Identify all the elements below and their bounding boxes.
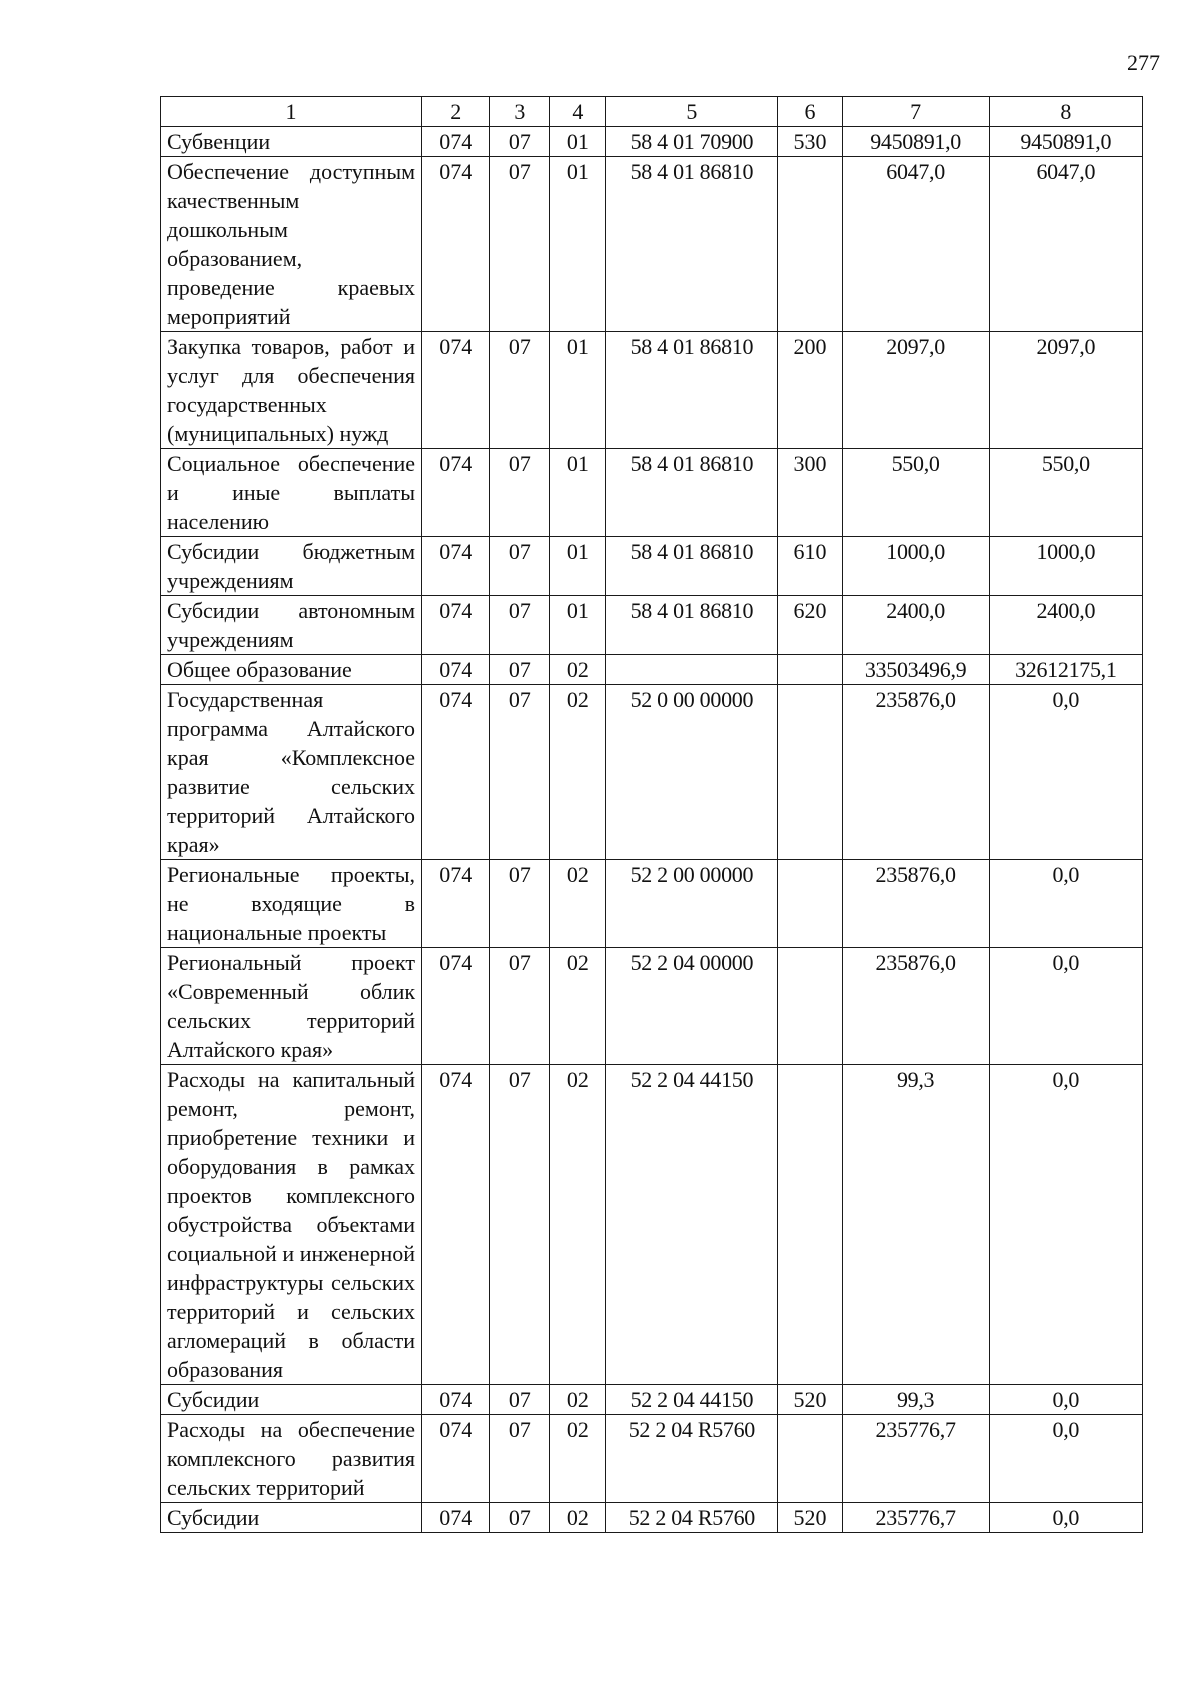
subsection-cell: 01	[550, 332, 606, 449]
amount-col7-cell: 235776,7	[842, 1415, 989, 1503]
section-cell: 07	[490, 127, 550, 157]
header-cell: 1	[161, 97, 422, 127]
amount-col7-cell: 2097,0	[842, 332, 989, 449]
amount-col8-cell: 0,0	[989, 860, 1142, 948]
amount-col7-cell: 99,3	[842, 1065, 989, 1385]
section-cell: 07	[490, 685, 550, 860]
subsection-cell: 02	[550, 1385, 606, 1415]
subsection-cell: 01	[550, 127, 606, 157]
amount-col7-cell: 99,3	[842, 1385, 989, 1415]
section-cell: 07	[490, 655, 550, 685]
ministry-code-cell: 074	[422, 685, 490, 860]
amount-col8-cell: 0,0	[989, 948, 1142, 1065]
subsection-cell: 01	[550, 157, 606, 332]
expense-type-cell: 300	[778, 449, 842, 537]
target-article-cell: 52 2 04 R5760	[606, 1415, 778, 1503]
table-row	[161, 332, 1143, 449]
amount-col8-cell: 0,0	[989, 685, 1142, 860]
amount-col8-cell: 0,0	[989, 1385, 1142, 1415]
item-name-cell: Субсидии	[161, 1503, 422, 1533]
expense-type-cell: 200	[778, 332, 842, 449]
expense-type-cell: 620	[778, 596, 842, 655]
amount-col7-cell: 9450891,0	[842, 127, 989, 157]
amount-col7-cell: 235876,0	[842, 948, 989, 1065]
section-cell: 07	[490, 157, 550, 332]
amount-col7-cell: 2400,0	[842, 596, 989, 655]
target-article-cell: 52 0 00 00000	[606, 685, 778, 860]
table-row	[161, 1415, 1143, 1503]
subsection-cell: 01	[550, 449, 606, 537]
ministry-code-cell: 074	[422, 1385, 490, 1415]
subsection-cell: 02	[550, 1503, 606, 1533]
target-article-cell: 58 4 01 70900	[606, 127, 778, 157]
table-row	[161, 1503, 1143, 1533]
amount-col7-cell: 235776,7	[842, 1503, 989, 1533]
amount-col8-cell: 0,0	[989, 1415, 1142, 1503]
section-cell: 07	[490, 860, 550, 948]
expense-type-cell	[778, 157, 842, 332]
section-cell: 07	[490, 1503, 550, 1533]
expense-type-cell	[778, 685, 842, 860]
item-name-cell: Субсидии бюджетным учреждениям	[161, 537, 422, 596]
table-header-row	[161, 97, 1143, 127]
header-cell: 8	[989, 97, 1142, 127]
table-row	[161, 157, 1143, 332]
section-cell: 07	[490, 449, 550, 537]
expense-type-cell	[778, 860, 842, 948]
item-name-cell: Региональные проекты, не входящие в национальные проекты	[161, 860, 422, 948]
amount-col7-cell: 235876,0	[842, 685, 989, 860]
expense-type-cell: 520	[778, 1503, 842, 1533]
subsection-cell: 02	[550, 948, 606, 1065]
expense-type-cell	[778, 1065, 842, 1385]
subsection-cell: 01	[550, 537, 606, 596]
amount-col7-cell: 550,0	[842, 449, 989, 537]
amount-col8-cell: 0,0	[989, 1503, 1142, 1533]
target-article-cell: 58 4 01 86810	[606, 449, 778, 537]
table-row	[161, 1385, 1143, 1415]
header-cell: 5	[606, 97, 778, 127]
item-name-cell: Расходы на капитальный ремонт, ремонт, приобретение техники и оборудования в рамках проектов комплексного обустройства объектами социальной и инженерной инфраструктуры сельских территорий и сельских агломераций в области образования	[161, 1065, 422, 1385]
table-row	[161, 596, 1143, 655]
table-row	[161, 127, 1143, 157]
item-name-cell: Расходы на обеспечение комплексного развития сельских территорий	[161, 1415, 422, 1503]
table-row	[161, 449, 1143, 537]
budget-table	[160, 96, 1143, 1533]
subsection-cell: 02	[550, 655, 606, 685]
ministry-code-cell: 074	[422, 127, 490, 157]
expense-type-cell	[778, 655, 842, 685]
ministry-code-cell: 074	[422, 948, 490, 1065]
item-name-cell: Социальное обеспечение и иные выплаты населению	[161, 449, 422, 537]
ministry-code-cell: 074	[422, 449, 490, 537]
item-name-cell: Региональный проект «Современный облик сельских территорий Алтайского края»	[161, 948, 422, 1065]
target-article-cell: 58 4 01 86810	[606, 537, 778, 596]
header-cell: 7	[842, 97, 989, 127]
item-name-cell: Субвенции	[161, 127, 422, 157]
expense-type-cell: 520	[778, 1385, 842, 1415]
section-cell: 07	[490, 1415, 550, 1503]
amount-col8-cell: 6047,0	[989, 157, 1142, 332]
header-cell: 3	[490, 97, 550, 127]
section-cell: 07	[490, 1385, 550, 1415]
amount-col8-cell: 0,0	[989, 1065, 1142, 1385]
item-name-cell: Государственная программа Алтайского края «Комплексное развитие сельских территорий Алтайского края»	[161, 685, 422, 860]
table-row	[161, 537, 1143, 596]
section-cell: 07	[490, 537, 550, 596]
target-article-cell: 52 2 04 44150	[606, 1065, 778, 1385]
table-row	[161, 685, 1143, 860]
table-row	[161, 655, 1143, 685]
item-name-cell: Общее образование	[161, 655, 422, 685]
target-article-cell: 58 4 01 86810	[606, 332, 778, 449]
expense-type-cell: 530	[778, 127, 842, 157]
subsection-cell: 02	[550, 1415, 606, 1503]
header-cell: 4	[550, 97, 606, 127]
header-cell: 2	[422, 97, 490, 127]
section-cell: 07	[490, 332, 550, 449]
amount-col7-cell: 1000,0	[842, 537, 989, 596]
subsection-cell: 02	[550, 860, 606, 948]
amount-col8-cell: 2400,0	[989, 596, 1142, 655]
expense-type-cell	[778, 948, 842, 1065]
ministry-code-cell: 074	[422, 596, 490, 655]
target-article-cell: 58 4 01 86810	[606, 596, 778, 655]
table-row	[161, 948, 1143, 1065]
target-article-cell: 58 4 01 86810	[606, 157, 778, 332]
item-name-cell: Закупка товаров, работ и услуг для обеспечения государственных (муниципальных) нужд	[161, 332, 422, 449]
ministry-code-cell: 074	[422, 1065, 490, 1385]
header-cell: 6	[778, 97, 842, 127]
target-article-cell: 52 2 04 44150	[606, 1385, 778, 1415]
ministry-code-cell: 074	[422, 655, 490, 685]
ministry-code-cell: 074	[422, 1503, 490, 1533]
amount-col8-cell: 9450891,0	[989, 127, 1142, 157]
amount-col7-cell: 6047,0	[842, 157, 989, 332]
amount-col8-cell: 550,0	[989, 449, 1142, 537]
table-row	[161, 860, 1143, 948]
expense-type-cell: 610	[778, 537, 842, 596]
subsection-cell: 02	[550, 1065, 606, 1385]
section-cell: 07	[490, 948, 550, 1065]
item-name-cell: Субсидии автономным учреждениям	[161, 596, 422, 655]
target-article-cell: 52 2 00 00000	[606, 860, 778, 948]
ministry-code-cell: 074	[422, 860, 490, 948]
table-row	[161, 1065, 1143, 1385]
amount-col8-cell: 32612175,1	[989, 655, 1142, 685]
amount-col8-cell: 2097,0	[989, 332, 1142, 449]
target-article-cell: 52 2 04 R5760	[606, 1503, 778, 1533]
item-name-cell: Субсидии	[161, 1385, 422, 1415]
amount-col7-cell: 235876,0	[842, 860, 989, 948]
subsection-cell: 02	[550, 685, 606, 860]
ministry-code-cell: 074	[422, 332, 490, 449]
target-article-cell: 52 2 04 00000	[606, 948, 778, 1065]
page-number: 277	[1127, 50, 1160, 75]
amount-col7-cell: 33503496,9	[842, 655, 989, 685]
item-name-cell: Обеспечение доступным качественным дошкольным образованием, проведение краевых мероприятий	[161, 157, 422, 332]
section-cell: 07	[490, 1065, 550, 1385]
ministry-code-cell: 074	[422, 157, 490, 332]
ministry-code-cell: 074	[422, 537, 490, 596]
section-cell: 07	[490, 596, 550, 655]
amount-col8-cell: 1000,0	[989, 537, 1142, 596]
subsection-cell: 01	[550, 596, 606, 655]
target-article-cell	[606, 655, 778, 685]
expense-type-cell	[778, 1415, 842, 1503]
ministry-code-cell: 074	[422, 1415, 490, 1503]
